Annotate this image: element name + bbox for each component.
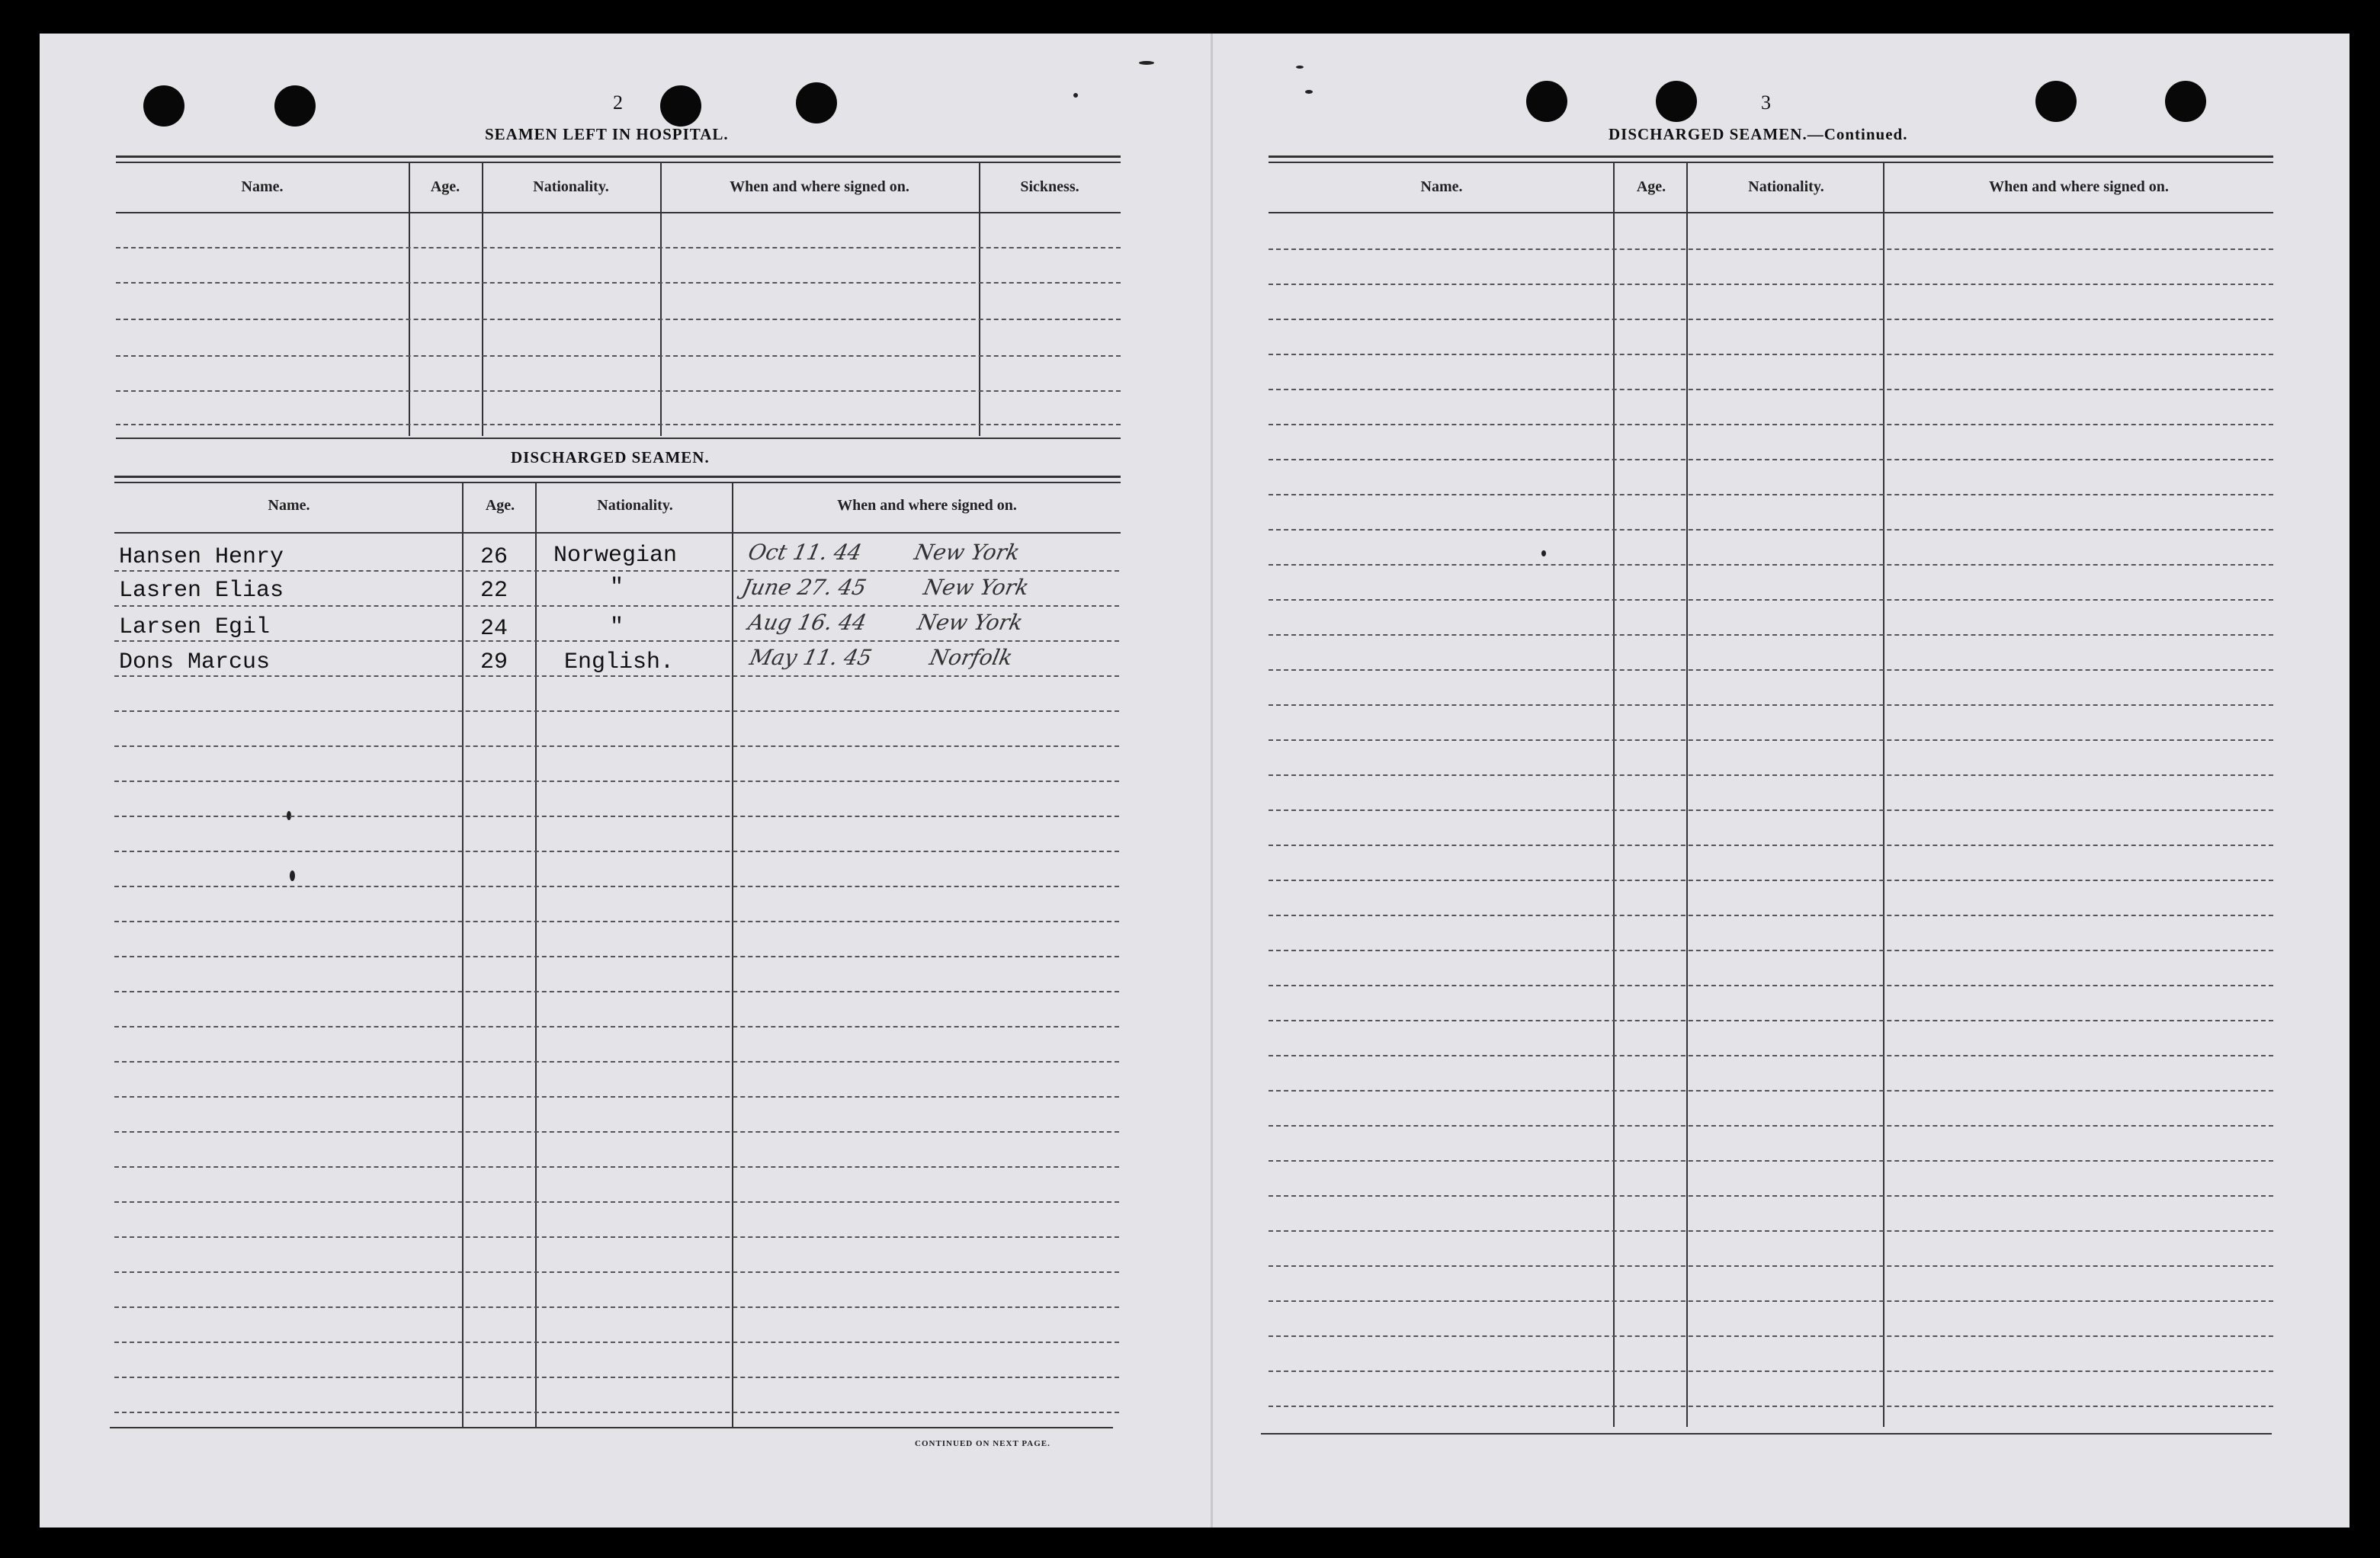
hospital-section-title: SEAMEN LEFT IN HOSPITAL.: [485, 125, 729, 143]
entry-line: [1269, 845, 2273, 846]
entry-line: [1269, 564, 2273, 566]
entry-line: [1269, 915, 2273, 916]
entry-line: [1269, 529, 2273, 531]
signed-on-place: New York: [921, 575, 1031, 600]
entry-line: [114, 781, 1119, 782]
column-divider: [409, 163, 410, 436]
entry-line: [114, 886, 1119, 887]
double-rule: [116, 162, 1121, 163]
entry-line: [114, 710, 1119, 712]
seaman-age: 26: [480, 544, 508, 570]
entry-line: [1269, 424, 2273, 425]
entry-line: [1269, 1020, 2273, 1021]
entry-line: [1269, 319, 2273, 320]
ink-speck: [1139, 61, 1154, 65]
column-header-age: Age.: [485, 497, 515, 514]
entry-line: [114, 1131, 1119, 1133]
signed-on-date: Aug 16. 44: [746, 610, 869, 635]
bottom-rule: [110, 1427, 1113, 1428]
section-rule: [116, 438, 1121, 439]
signed-on-place: Norfolk: [927, 645, 1015, 670]
page-number: 2: [613, 91, 623, 114]
signed-on-place: New York: [912, 540, 1022, 565]
signed-on-place: New York: [915, 610, 1025, 635]
entry-line: [1269, 669, 2273, 671]
seaman-name: Hansen Henry: [119, 544, 284, 570]
column-header-name: Name.: [268, 497, 310, 514]
seaman-name: Larsen Egil: [119, 614, 271, 640]
entry-line: [1269, 248, 2273, 250]
entry-line: [1269, 1265, 2273, 1267]
column-header-sickness: Sickness.: [1020, 178, 1079, 195]
seaman-age: 24: [480, 616, 508, 642]
punch-hole: [1656, 81, 1697, 122]
entry-line: [1269, 1125, 2273, 1127]
entry-line: [114, 956, 1119, 957]
entry-line: [1269, 1160, 2273, 1162]
entry-line: [114, 1201, 1119, 1203]
entry-line: [116, 319, 1121, 320]
entry-line: [1269, 809, 2273, 811]
double-rule: [116, 155, 1121, 158]
entry-line: [114, 1306, 1119, 1308]
entry-line: [1269, 739, 2273, 741]
entry-line: [1269, 1406, 2273, 1407]
entry-line: [116, 355, 1121, 357]
column-divider: [482, 163, 483, 436]
column-header-when-where: When and where signed on.: [837, 497, 1017, 514]
entry-line: [1269, 284, 2273, 285]
entry-line: [116, 390, 1121, 392]
seaman-nationality: English.: [564, 649, 675, 675]
column-header-nationality: Nationality.: [1748, 178, 1824, 195]
entry-line: [1269, 1230, 2273, 1232]
ink-speck: [290, 870, 295, 881]
header-rule: [116, 212, 1121, 213]
entry-line: [1269, 389, 2273, 390]
discharged-continued-title: DISCHARGED SEAMEN.—Continued.: [1609, 125, 1908, 143]
entry-line: [1269, 1335, 2273, 1337]
column-header-nationality: Nationality.: [533, 178, 609, 195]
entry-line: [114, 640, 1119, 642]
entry-line: [114, 605, 1119, 607]
ink-speck: [1073, 93, 1078, 98]
entry-line: [1269, 354, 2273, 355]
signed-on-date: May 11. 45: [747, 645, 874, 670]
entry-line: [1269, 459, 2273, 460]
punch-hole: [1526, 81, 1567, 122]
bottom-rule: [1261, 1433, 2272, 1435]
ink-speck: [1296, 66, 1304, 69]
column-header-age: Age.: [430, 178, 460, 195]
entry-line: [114, 1271, 1119, 1273]
entry-line: [114, 1412, 1119, 1413]
seaman-name: Lasren Elias: [119, 578, 284, 604]
seaman-nationality: ": [610, 614, 624, 640]
punch-hole: [143, 85, 184, 127]
entry-line: [116, 282, 1121, 284]
column-divider: [1613, 163, 1615, 1427]
punch-hole: [796, 82, 837, 123]
entry-line: [1269, 774, 2273, 776]
punch-hole: [274, 85, 316, 127]
entry-line: [1269, 704, 2273, 706]
entry-line: [114, 1377, 1119, 1378]
double-rule: [114, 476, 1121, 478]
punch-hole: [2035, 81, 2077, 122]
entry-line: [114, 1342, 1119, 1343]
entry-line: [114, 816, 1119, 817]
entry-line: [1269, 880, 2273, 881]
entry-line: [1269, 494, 2273, 495]
page-gutter: [1211, 34, 1213, 1528]
seaman-name: Dons Marcus: [119, 649, 271, 675]
signed-on-date: Oct 11. 44: [746, 540, 864, 565]
double-rule: [1269, 155, 2273, 158]
column-header-when-where: When and where signed on.: [1989, 178, 2169, 195]
entry-line: [114, 1026, 1119, 1027]
double-rule: [1269, 162, 2273, 163]
seaman-age: 22: [480, 578, 508, 604]
discharged-section-title: DISCHARGED SEAMEN.: [511, 448, 710, 466]
column-divider: [979, 163, 980, 436]
entry-line: [114, 1096, 1119, 1098]
entry-line: [114, 851, 1119, 852]
header-rule: [114, 532, 1121, 534]
entry-line: [114, 675, 1119, 677]
entry-line: [1269, 985, 2273, 986]
ink-speck: [1305, 90, 1313, 94]
entry-line: [1269, 599, 2273, 601]
seaman-age: 29: [480, 649, 508, 675]
entry-line: [114, 1166, 1119, 1168]
punch-hole: [2165, 81, 2206, 122]
header-rule: [1269, 212, 2273, 213]
column-header-age: Age.: [1636, 178, 1666, 195]
column-divider: [660, 163, 662, 436]
entry-line: [114, 991, 1119, 992]
entry-line: [1269, 634, 2273, 636]
seaman-nationality: ": [610, 575, 624, 601]
entry-line: [114, 1236, 1119, 1238]
page-number: 3: [1761, 91, 1771, 114]
column-divider: [1686, 163, 1688, 1427]
entry-line: [116, 424, 1121, 425]
entry-line: [114, 1061, 1119, 1063]
column-divider: [1883, 163, 1884, 1427]
column-header-when-where: When and where signed on.: [730, 178, 909, 195]
entry-line: [114, 921, 1119, 922]
continued-note: CONTINUED ON NEXT PAGE.: [915, 1439, 1050, 1448]
signed-on-date: June 27. 45: [739, 575, 869, 600]
entry-line: [114, 745, 1119, 747]
column-header-name: Name.: [1420, 178, 1463, 195]
punch-hole: [660, 85, 701, 127]
seaman-nationality: Norwegian: [553, 543, 678, 569]
column-header-nationality: Nationality.: [597, 497, 673, 514]
entry-line: [114, 570, 1119, 572]
entry-line: [1269, 1055, 2273, 1056]
column-header-name: Name.: [241, 178, 284, 195]
entry-line: [1269, 1195, 2273, 1197]
entry-line: [116, 247, 1121, 248]
ink-speck: [1541, 550, 1546, 556]
double-rule: [114, 482, 1121, 483]
entry-line: [1269, 1370, 2273, 1372]
entry-line: [1269, 1300, 2273, 1302]
entry-line: [1269, 1090, 2273, 1092]
entry-line: [1269, 950, 2273, 951]
